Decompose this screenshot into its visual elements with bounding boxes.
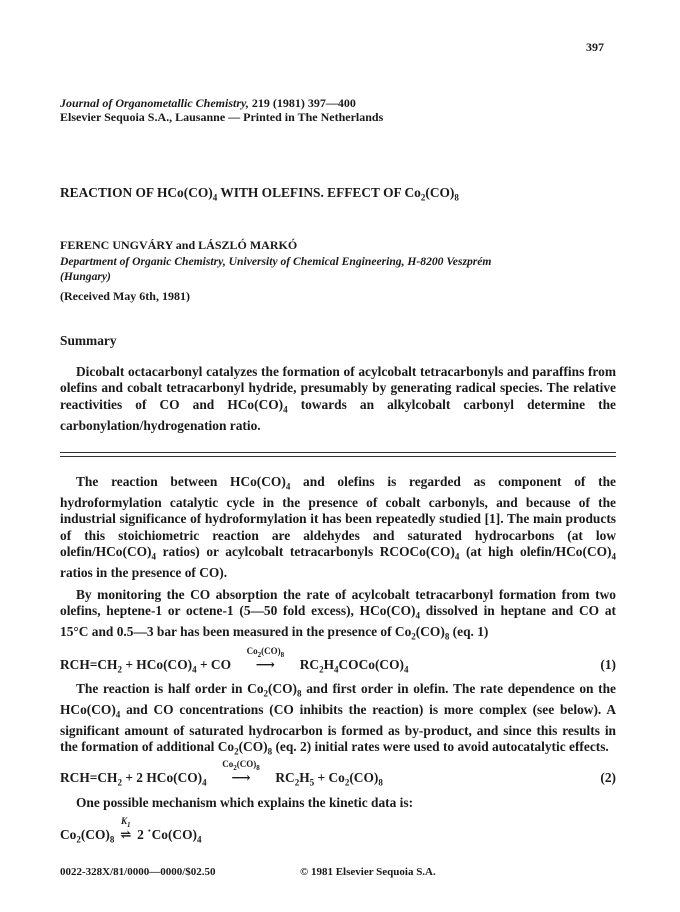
authors: FERENC UNGVÁRY and LÁSZLÓ MARKÓ <box>60 238 298 252</box>
subscript: 2 <box>234 746 239 757</box>
text-run: The reaction is half order in Co <box>76 681 264 696</box>
footer-code: 0022-328X/81/0000—0000/$02.50 <box>60 866 216 878</box>
eq2-right-d-sub: 8 <box>378 777 383 788</box>
subscript: 4 <box>415 610 420 621</box>
eq1-right-a-sub: 2 <box>319 664 324 675</box>
title-sub-3: 8 <box>454 192 459 203</box>
text-run: (CO) <box>238 739 268 755</box>
eq1-right-c: COCo(CO) <box>338 657 404 672</box>
text-run: and CO concentrations (CO inhibits the reaction) is more complex (see below). A significant amount of saturated hydrocarbon is formed as by-product, and since this results in the formation of additional Co <box>60 701 616 755</box>
body-paragraph-4 <box>60 795 616 811</box>
title-part-3: (CO) <box>425 185 455 200</box>
body-paragraph-1 <box>60 474 616 581</box>
eq1-left-a-sub: 2 <box>117 664 122 675</box>
affiliation <box>60 255 640 284</box>
eq1-right-c-sub: 4 <box>403 664 409 675</box>
equation-2 <box>60 759 616 788</box>
body-paragraph-2 <box>60 587 616 645</box>
eq1-right-b: H <box>323 657 335 672</box>
affiliation-line-1: Department of Organic Chemistry, University of Chemical Engineering, H-8200 Veszprém <box>60 255 492 268</box>
eq2-right-b: H <box>299 770 310 785</box>
text-run: (eq. 2) initial rates were used to avoid autocatalytic effects. <box>272 739 609 755</box>
subscript: 2 <box>263 688 269 699</box>
eq1-catalyst: $Co_2(CO)_8$ <box>246 646 285 659</box>
text-run: (eq. 1) <box>449 624 489 640</box>
eq1-arrow-group <box>234 646 296 673</box>
eq2-arrow: ⟶ <box>231 770 251 785</box>
eq3-arrow: ⇌ <box>120 827 132 842</box>
subscript: 4 <box>454 551 460 562</box>
eq3-right-a-sub: 4 <box>196 834 202 845</box>
text-run: and first order in olefin. The rate dependence on the HCo(CO) <box>60 681 616 717</box>
article-title <box>60 185 620 203</box>
eq2-left-b-sub: 4 <box>202 777 207 788</box>
summary-text <box>60 364 616 434</box>
eq2-arrow-group <box>210 759 272 786</box>
eq1-left-b-sub: 4 <box>192 664 197 675</box>
eq3-right-a: 2 ˙Co(CO) <box>133 827 197 842</box>
eq1-right-a: RC <box>299 657 320 672</box>
text-run: (at high olefin/HCo(CO) <box>459 543 612 559</box>
text-run: (CO) <box>268 681 298 696</box>
eq1-right-b-sub: 4 <box>334 664 339 675</box>
text-run: dissolved in heptane and CO at 15°C and 0.5—3 bar has been measured in the presence of Co <box>60 603 616 640</box>
summary-heading: Summary <box>60 333 117 348</box>
received-date: (Received May 6th, 1981) <box>60 289 190 303</box>
text-run: and olefins is regarded as component of the hydroformylation catalytic cycle in the presence of cobalt carbonyls, and because of the industrial significance of hydroformylation it has been repeatedly studied [1]. The main products of this stoichiometric reaction are aldehydes and saturated hydrocarbons (at low olefin/HCo(CO) <box>60 474 616 559</box>
subscript: 8 <box>267 746 273 757</box>
eq2-number: (2) <box>600 770 616 785</box>
page-number: 397 <box>586 40 604 54</box>
title-part-1: REACTION OF HCo(CO) <box>60 185 213 200</box>
journal-volume: 219 (1981) 397—400 <box>248 96 356 110</box>
summary-sub-a: 4 <box>283 404 288 415</box>
eq2-right-a: RC <box>275 770 295 785</box>
eq2-left-a: RCH=CH <box>60 770 118 785</box>
eq2-left-a-sub: 2 <box>117 777 122 788</box>
journal-name: Journal of Organometallic Chemistry, <box>60 96 249 110</box>
eq1-number: (1) <box>600 657 616 672</box>
eq2-right-b-sub: 5 <box>309 777 315 788</box>
equation-1 <box>60 646 616 675</box>
eq3-left-b-sub: 8 <box>109 834 115 845</box>
subscript: 4 <box>285 481 291 492</box>
summary-rule-top <box>60 452 616 453</box>
eq3-arrow-group <box>118 816 134 843</box>
eq2-left-b: + 2 HCo(CO) <box>121 770 203 785</box>
subscript: 8 <box>297 688 302 699</box>
text-run: By monitoring the CO absorption the rate of acylcobalt tetracarbonyl formation from two olefins, heptene-1 or octene-1 (5—50 fold excess), HCo(CO) <box>60 587 616 619</box>
eq2-right-a-sub: 2 <box>294 777 300 788</box>
eq3-k-label: $K_1$ <box>120 816 131 829</box>
subscript: 8 <box>444 631 450 642</box>
summary-text-a: Dicobalt octacarbonyl catalyzes the formation of acylcobalt tetracarbonyls and paraffins from olefins and cobalt tetracarbonyl hydride, presumably by generating radical species. The relative reactivities of CO and HCo(CO) <box>60 364 616 412</box>
subscript: 2 <box>411 631 416 642</box>
text-run: ratios) or acylcobalt tetracarbonyls RCOCo(CO) <box>156 543 455 559</box>
eq1-arrow: ⟶ <box>255 657 275 672</box>
body-paragraph-4-text: One possible mechanism which explains the kinetic data is: <box>76 795 414 810</box>
eq2-right-d: (CO) <box>349 770 379 785</box>
eq3-left-b: (CO) <box>80 827 110 842</box>
affiliation-line-2: (Hungary) <box>60 269 111 283</box>
equation-3 <box>60 816 616 845</box>
eq1-left-c: + CO <box>196 657 232 672</box>
eq3-left-a-sub: 2 <box>76 834 81 845</box>
body-paragraph-3 <box>60 681 616 760</box>
eq3-left-a: Co <box>60 827 77 842</box>
journal-line-2: Elsevier Sequoia S.A., Lausanne — Printed in The Netherlands <box>60 110 384 124</box>
subscript: 4 <box>611 551 616 562</box>
eq2-catalyst: $Co_2(CO)_8$ <box>222 759 260 772</box>
subscript: 4 <box>151 551 156 562</box>
eq1-left-b: + HCo(CO) <box>121 657 193 672</box>
title-part-2: WITH OLEFINS. EFFECT OF Co <box>217 185 421 200</box>
title-sub-1: 4 <box>212 192 218 203</box>
summary-text-b: towards an alkylcobalt carbonyl determine the carbonylation/hydrogenation ratio. <box>60 396 616 433</box>
text-run: (CO) <box>415 624 445 640</box>
footer-copyright: © 1981 Elsevier Sequoia S.A. <box>300 866 436 878</box>
subscript: 4 <box>115 709 121 720</box>
journal-citation <box>60 96 620 124</box>
text-run: The reaction between HCo(CO) <box>76 474 286 489</box>
summary-rule-bottom <box>60 456 616 457</box>
title-sub-2: 2 <box>420 192 426 203</box>
eq2-right-c: + Co <box>314 770 345 785</box>
eq2-right-c-sub: 2 <box>344 777 350 788</box>
eq1-left-a: RCH=CH <box>60 657 118 672</box>
journal-line-1 <box>60 96 620 110</box>
text-run: ratios in the presence of CO). <box>60 564 228 580</box>
